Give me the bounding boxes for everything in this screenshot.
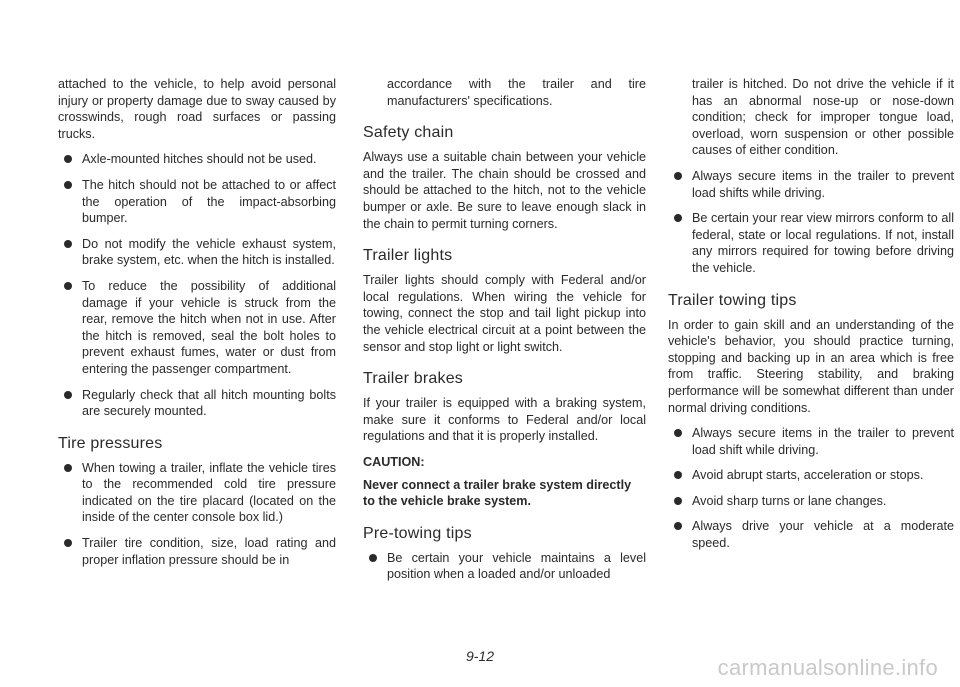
section-heading-safety-chain: Safety chain (363, 124, 454, 142)
bullet-item: Trailer tire condition, size, load rating and proper inflation pressure should be in (58, 535, 336, 568)
bullet-item: Regularly check that all hitch mounting bolts are securely mounted. (58, 387, 336, 420)
continued-paragraph: accordance with the trailer and tire manufacturers' specifications. (387, 77, 646, 108)
bullet-item: Avoid sharp turns or lane changes. (668, 493, 954, 510)
bullet-item: Avoid abrupt starts, acceleration or stops. (668, 467, 954, 484)
bullet-item: The hitch should not be attached to or affect the operation of the impact-absorbing bumper. (58, 177, 336, 227)
section-heading-pre-towing-tips: Pre-towing tips (363, 524, 472, 542)
bullet-item: When towing a trailer, inflate the vehicle tires to the recommended cold tire pressure indicated on the tire placard (located on the inside of the center console box lid.) (58, 460, 336, 526)
column-middle (363, 76, 646, 592)
safety-chain-text: Always use a suitable chain between your vehicle and the trailer. The chain should be crossed and should be attached to the hitch, not to the vehicle bumper or axle. Be sure to leave enough slack in the chain to permit turning corners. (363, 150, 646, 231)
section-heading-trailer-towing-tips: Trailer towing tips (668, 291, 797, 309)
section-heading-tire-pressures: Tire pressures (58, 434, 163, 452)
bullet-item: Always secure items in the trailer to prevent load shift while driving. (668, 425, 954, 458)
bullet-item: Do not modify the vehicle exhaust system, brake system, etc. when the hitch is installed. (58, 236, 336, 269)
watermark: carmanualsonline.info (717, 655, 938, 680)
trailer-brakes-text: If your trailer is equipped with a braking system, make sure it conforms to Federal and/or local regulations and that it is properly installed. (363, 396, 646, 444)
section-heading-trailer-brakes: Trailer brakes (363, 370, 464, 388)
caution-text: Never connect a trailer brake system directly to the vehicle brake system. (363, 477, 632, 509)
continued-paragraph: trailer is hitched. Do not drive the vehicle if it has an abnormal nose-up or nose-down condition; check for improper tongue load, overload, worn suspension or other possible causes of either condition. (692, 77, 954, 158)
trailer-towing-text: In order to gain skill and an understanding of the vehicle's behavior, you should practice turning, stopping and backing up in an area which is free from traffic. Steering stability, and braking performance will be somewhat different than under normal driving conditions. (668, 317, 954, 415)
bullet-item: Always secure items in the trailer to prevent load shifts while driving. (668, 168, 954, 201)
intro-paragraph: attached to the vehicle, to help avoid personal injury or property damage due to sway caused by crosswinds, rough road surfaces or passing trucks. (58, 77, 336, 141)
section-heading-trailer-lights: Trailer lights (363, 247, 453, 265)
bullet-item: Be certain your rear view mirrors conform to all federal, state or local regulations. If not, install any mirrors required for towing before driving the vehicle. (668, 210, 954, 276)
bullet-item: To reduce the possibility of additional damage if your vehicle is struck from the rear, remove the hitch when not in use. After the hitch is removed, seal the bolt holes to prevent exhaust fumes, water or dust from entering the passenger compartment. (58, 278, 336, 378)
column-left (58, 76, 336, 577)
bullet-item: Always drive your vehicle at a moderate speed. (668, 518, 954, 551)
bullet-item: Axle-mounted hitches should not be used. (58, 151, 336, 168)
caution-label: CAUTION: (363, 454, 425, 469)
column-right (668, 76, 954, 561)
trailer-lights-text: Trailer lights should comply with Federal and/or local regulations. When wiring the vehicle for towing, connect the stop and tail light pickup into the vehicle electrical circuit at a point between the sensor and stop light or light switch. (363, 273, 646, 354)
bullet-item: Be certain your vehicle maintains a level position when a loaded and/or unloaded (363, 550, 646, 583)
page-number: 9-12 (465, 648, 495, 664)
